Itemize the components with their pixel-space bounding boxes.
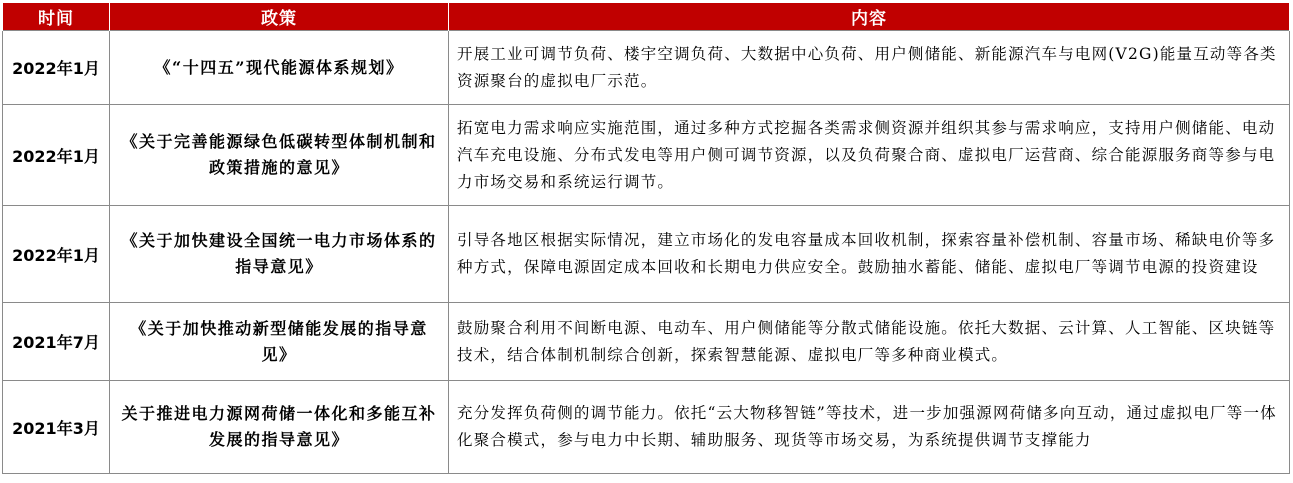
- time-cell: 2021年3月: [3, 381, 110, 474]
- column-header-policy: 政策: [110, 3, 449, 31]
- policy-cell: 《关于完善能源绿色低碳转型体制机制和政策措施的意见》: [110, 105, 449, 206]
- content-cell: 开展工业可调节负荷、楼宇空调负荷、大数据中心负荷、用户侧储能、新能源汽车与电网(V2G)能量互动等各类资源聚台的虚拟电厂示范。: [449, 31, 1290, 105]
- policy-cell: 《关于加快推动新型储能发展的指导意见》: [110, 303, 449, 381]
- table-header: [3, 3, 1290, 31]
- content-cell: 鼓励聚合利用不间断电源、电动车、用户侧储能等分散式储能设施。依托大数据、云计算、人工智能、区块链等技术，结合体制机制综合创新，探索智慧能源、虚拟电厂等多种商业模式。: [449, 303, 1290, 381]
- policy-cell: 《关于加快建设全国统一电力市场体系的指导意见》: [110, 206, 449, 303]
- table-row: [3, 31, 1290, 105]
- content-cell: 充分发挥负荷侧的调节能力。依托“云大物移智链”等技术，进一步加强源网荷储多向互动，通过虚拟电厂等一体化聚合模式，参与电力中长期、辅助服务、现货等市场交易，为系统提供调节支撑能力: [449, 381, 1290, 474]
- time-cell: 2022年1月: [3, 206, 110, 303]
- table-body: [3, 31, 1290, 474]
- content-cell: 拓宽电力需求响应实施范围，通过多种方式挖掘各类需求侧资源并组织其参与需求响应，支持用户侧储能、电动汽车充电设施、分布式发电等用户侧可调节资源，以及负荷聚合商、虚拟电厂运营商、综合能源服务商等参与电力市场交易和系统运行调节。: [449, 105, 1290, 206]
- header-row: [3, 3, 1290, 31]
- time-cell: 2021年7月: [3, 303, 110, 381]
- table-row: [3, 206, 1290, 303]
- table-row: [3, 105, 1290, 206]
- policy-cell: 《“十四五”现代能源体系规划》: [110, 31, 449, 105]
- column-header-content: 内容: [449, 3, 1290, 31]
- time-cell: 2022年1月: [3, 105, 110, 206]
- time-cell: 2022年1月: [3, 31, 110, 105]
- policy-table: [2, 3, 1290, 474]
- table-row: [3, 381, 1290, 474]
- column-header-time: 时间: [3, 3, 110, 31]
- table-row: [3, 303, 1290, 381]
- content-cell: 引导各地区根据实际情况，建立市场化的发电容量成本回收机制，探索容量补偿机制、容量市场、稀缺电价等多种方式，保障电源固定成本回收和长期电力供应安全。鼓励抽水蓄能、储能、虚拟电厂等调节电源的投资建设: [449, 206, 1290, 303]
- policy-cell: 关于推进电力源网荷储一体化和多能互补发展的指导意见》: [110, 381, 449, 474]
